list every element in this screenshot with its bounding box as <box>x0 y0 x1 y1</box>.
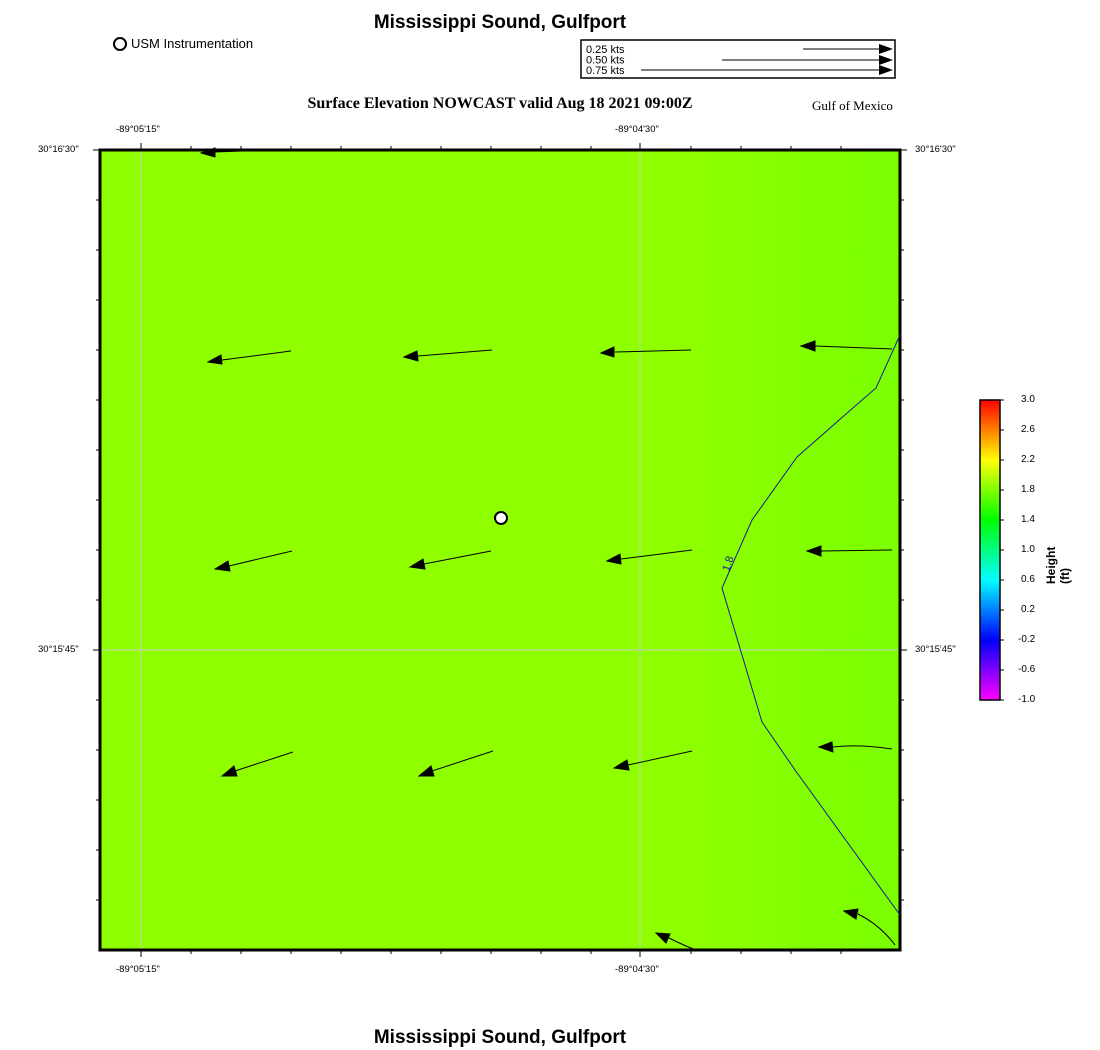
region-label: Gulf of Mexico <box>812 98 893 113</box>
lat-label-right-mid: 30°15'45" <box>915 644 956 655</box>
lat-label-left-top: 30°16'30" <box>38 144 79 155</box>
station-legend-label: USM Instrumentation <box>131 36 254 51</box>
elevation-field <box>100 150 900 950</box>
lon-label-bottom-left: -89°05'15" <box>116 964 160 975</box>
lon-label-bottom-right: -89°04'30" <box>615 964 659 975</box>
vector-scale-label-1: 0.25 kts <box>586 44 625 56</box>
colorbar-tick: -0.2 <box>1018 634 1036 645</box>
usm-station-marker[interactable] <box>495 512 507 524</box>
lon-label-top-left: -89°05'15" <box>116 124 160 135</box>
map-title: Mississippi Sound, Gulfport <box>373 12 627 33</box>
lon-label-top-right: -89°04'30" <box>615 124 659 135</box>
lat-label-right-top: 30°16'30" <box>915 144 956 155</box>
colorbar-gradient <box>980 400 1000 700</box>
vector-scale-label-3: 0.75 kts <box>586 65 625 77</box>
colorbar-tick: 0.6 <box>1021 574 1035 585</box>
lat-label-left-mid: 30°15'45" <box>38 644 79 655</box>
colorbar-tick: -0.6 <box>1018 664 1036 675</box>
colorbar-tick: 2.6 <box>1021 424 1035 435</box>
colorbar-tick: 1.8 <box>1021 484 1035 495</box>
colorbar-label: Height (ft) <box>1044 546 1072 584</box>
colorbar-tick: 1.0 <box>1021 544 1035 555</box>
vector-scale-label-2: 0.50 kts <box>586 54 625 67</box>
footer-title: Mississippi Sound, Gulfport <box>373 1027 627 1048</box>
colorbar-tick: 2.2 <box>1021 454 1035 465</box>
colorbar-tick: -1.0 <box>1018 694 1036 705</box>
map-subtitle: Surface Elevation NOWCAST valid Aug 18 2021 09:00Z <box>307 95 693 112</box>
colorbar-tick: 1.4 <box>1021 514 1035 525</box>
colorbar <box>978 398 1008 704</box>
colorbar-tick: 0.2 <box>1021 604 1035 615</box>
contour-label: 1.8 <box>720 554 737 573</box>
colorbar-tick: 3.0 <box>1021 394 1035 405</box>
